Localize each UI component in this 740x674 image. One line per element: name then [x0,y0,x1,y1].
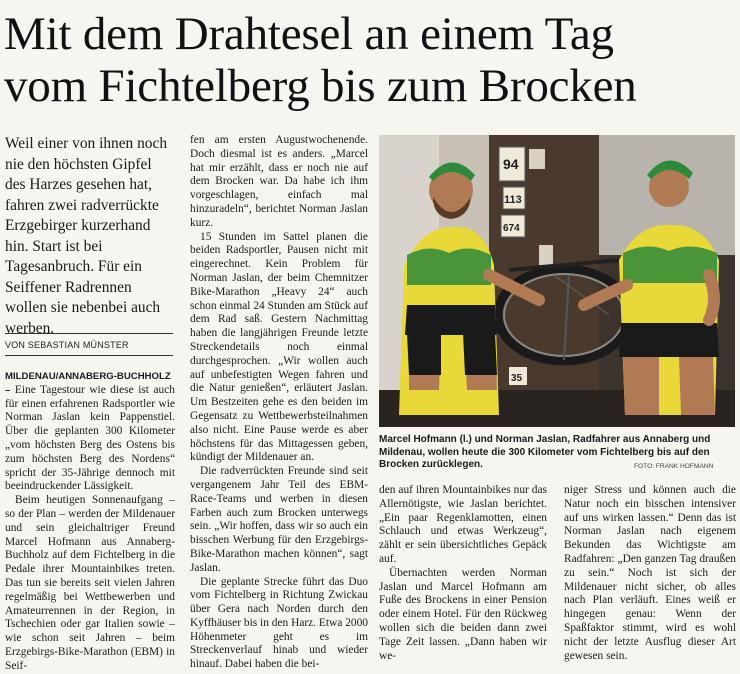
article-paragraph [5,370,175,494]
article-paragraph: den auf ihren Mountainbikes nur das Allernötigste, wie Jaslan berichtet. „Ein paar Regenklamotten, einen Schlauch und etwas Werkzeug“, zählt er sein übersichtliches Gepäck auf. [379,484,547,565]
article-paragraph: Die radverrückten Freunde sind seit vergangenem Jahr Teil des EBM-Race-Teams und werben in diesen Farben auch zum Brocken unterwegs sein. „Wir hoffen, dass wir so auch ein bisschen Werbung für den Erzgebirgs-Bike-Marathon machen können“, sagt Jaslan. [190,465,368,574]
article-paragraph: Beim heutigen Sonnenaufgang – so der Plan – werden der Mildenauer und sein gleichaltriger Freund Marcel Hofmann aus Annaberg-Buchholz auf dem Fichtelberg in die Pedale ihrer Mountainbikes treten. Das tun sie bereits seit vielen Jahren regelmäßig bei Wettbewerben und Amateurrennen in der Region, in Tschechien oder gar Italien sowie – wie schon seit Jahren – beim Erzgebirgs-Bike-Marathon (EBM) in Seif- [5,494,175,672]
photo-caption: Marcel Hofmann (l.) und Norman Jaslan, Radfahrer aus Annaberg und Mildenau, wollen heute die 300 Kilometer vom Fichtelberg bis auf den Brocken zurücklegen. [379,434,711,471]
lead-paragraph: Weil einer von ihnen noch nie den höchsten Gipfel des Harzes gesehen hat, fahren zwei radverrückte Erzgebirger kurzerhand hin. Start ist bei Tagesanbruch. Für ein Seiffener Radrennen wollen sie nebenbei auch werben. [5,135,168,337]
article-paragraph: 15 Stunden im Sattel planen die beiden Radsportler, Pausen nicht mit eingerechnet. Kein Problem für Norman Jaslan, der beim Chemnitzer Bike-Marathon „Heavy 24“ auch schon einmal 24 Stunden am Stück auf dem Rad saß. Gestern Nachmittag haben die langjährigen Freunde letzte Streckendetails noch einmal durchgesprochen. „Wir wollen auch auf unbefestigten Wegen fahren und die Natur genießen“, erläutert Jaslan. Um Bestzeiten gehe es den beiden im Gegensatz zu Wettbewerbsteilnahmen also nicht. Eine Pause werde es aber höchstens für das Mittagessen geben, kündigt der Mildenauer an. [190,230,368,464]
article-column-3 [379,484,547,663]
article-column-4 [564,484,736,663]
article-paragraph: fen am ersten Augustwochenende. Doch diesmal ist es anders. „Marcel hat mir erzählt, dass er noch nie auf dem Brocken war. Da habe ich ihm vorgeschlagen, einfach mal hinzuradeln“, berichtet Norman Jaslan kurz. [190,134,368,229]
article-text: Eine Tagestour wie diese ist auch für einen erfahrenen Radsportler wie Norman Jaslan kein Pappenstiel. Über die geplanten 300 Kilometer „vom höchsten Berg des Ostens bis zum höchsten Berg des Nordens“ spricht der 35-Jährige dennoch mit beeindruckender Lässigkeit. [5,383,175,493]
article-column-1 [5,370,175,674]
article-paragraph: Übernachten werden Norman Jaslan und Marcel Hofmann am Fuße des Brockens in einer Pension oder einem Hotel. Für den Rückweg wollen sich die beiden dann zwei Tage Zeit lassen. „Dann haben wir we- [379,566,547,662]
dateline: MILDENAU/ANNABERG-BUCHHOLZ – [5,371,171,396]
sign-674: 674 [503,223,520,234]
sign-113: 113 [504,194,522,206]
headline-line-2: vom Fichtelberg bis zum Brocken [4,60,637,112]
article-photo [379,135,735,427]
sign-94: 94 [503,156,519,172]
photo-credit: FOTO: FRANK HOFMANN [634,463,714,470]
author-byline: VON SEBASTIAN MÜNSTER [5,340,129,350]
article-paragraph: niger Stress und können auch die Natur noch ein bisschen intensiver auf uns wirken lassen.“ Denn das ist Norman Jaslan nach eigenem Bekunden das Wichtigste am Radfahren: „Den ganzen Tag draußen zu sein.“ Noch ist sich der Mildenauer nicht sicher, ob alles nach Plan verläuft. Eines weiß er hingegen genau: Wenn der Spaßfaktor stimmt, wird es wohl nicht der letzte Ausflug dieser Art gewesen sein. [564,484,736,662]
article-paragraph: Die geplante Strecke führt das Duo vom Fichtelberg in Richtung Zwickau über Gera nach Norden durch den Kyffhäuser bis in den Harz. Etwa 2000 Höhenmeter geht es im Streckenverlauf hinab und wieder hinauf. Dabei haben die bei- [190,575,368,671]
headline-line-1: Mit dem Drahtesel an einem Tag [4,8,614,60]
author-rule-top [5,333,173,334]
author-rule-bottom [5,355,173,356]
headline [4,8,736,112]
sign-35: 35 [511,373,523,384]
article-column-2 [190,134,368,672]
